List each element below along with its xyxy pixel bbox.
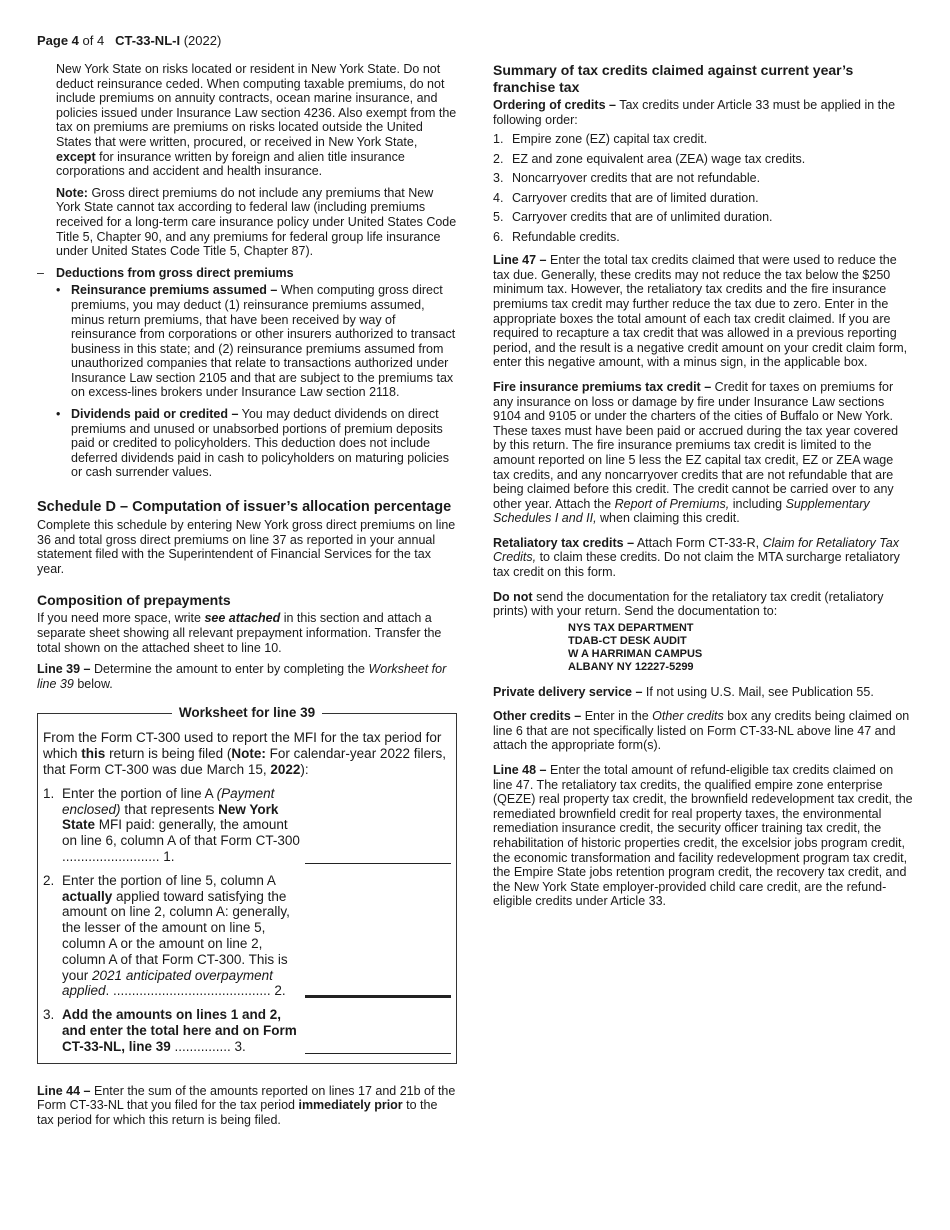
prepayments-heading: Composition of prepayments: [37, 592, 231, 609]
form-number: CT-33-NL-I: [115, 33, 181, 48]
list-item: 6. Refundable credits.: [493, 229, 620, 244]
bullet-icon: •: [56, 283, 61, 298]
left-column: [37, 62, 457, 1134]
line-44-text: Line 44 – Enter the sum of the amounts reported on lines 17 and 21b of the Form CT-33-NL that you filed for the tax period immediately prior to the tax period for which this return is being filed.: [37, 1083, 456, 1127]
summary-heading: Summary of tax credits claimed against current year’s franchise tax: [493, 62, 854, 95]
line-47-text: Line 47 – Enter the total tax credits claimed that were used to reduce the tax due. Generally, these credits may not reduce the tax below the $250 minimum tax. However, the retaliatory tax credits and the fire insurance premiums tax credit may further reduce the tax due to zero. Enter in the appropriate boxes the total amount of each tax credit claimed. If you are required to recapture a tax credit that was allowed in a previous reporting period, and the result is a negative credit amount on your credit claim form, enter this negative amount, with a minus sign, in the applicable box.: [493, 253, 908, 370]
page-of: of 4: [82, 33, 105, 48]
schedule-d-text: Complete this schedule by entering New York gross direct premiums on line 36 and total gross direct premiums on line 37 as reported in your annual statement filed with the Superintendent of Financial Services for the tax year.: [37, 518, 456, 576]
prepayments-text: If you need more space, write see attached in this section and attach a separate sheet showing all relevant prepayment information. Transfer the total shown on the attached sheet to line 10.: [37, 611, 442, 655]
premiums-continuation: New York State on risks located or resident in New York State. Do not deduct reinsurance ceded. When computing taxable premiums, do not include premiums on annuity contracts, ocean marine insurance, and policies issued under Insurance Law section 4236. Also exempt from the tax on premiums are premiums on risks located outside the United States that were written, procured, or received in New York State, except for insurance written by foreign and alien title insurance corporations and accident and health insurance.: [56, 62, 457, 179]
do-not-text: Do not send the documentation for the retaliatory tax credit (retaliatory prints) with your return. Send the documentation to:: [493, 589, 884, 619]
dash-marker: –: [37, 265, 44, 280]
entry-line-1[interactable]: [305, 863, 451, 864]
ordering-list: [493, 130, 913, 247]
line-48-text: Line 48 – Enter the total amount of refund-eligible tax credits claimed on line 47. The retaliatory tax credits, the qualified empire zone enterprise (QEZE) real property tax credit, the brownfield redevelopment tax credit, the remediated brownfield credit for real property taxes, the environmental remediation insurance credit, the security officer training tax credit, the rehabilitation of historic properties credit, the excelsior jobs program credit, the economic transformation and facility redevelopment program tax credit, the Empire State jobs retention program credit, the recovery tax credit, and the New York State employer-provided child care credit, are the refund-eligible credits under Article 33.: [493, 763, 913, 909]
bullet-dividends: • Dividends paid or credited – You may deduct dividends on direct premiums and unused or unabsorbed portions of premium deposits paid or credited to policyholders. This deduction does not include deferred dividends paid in cash to policyholders on maturing policies or cash surrender values.: [56, 407, 449, 480]
federal-note: Note: Gross direct premiums do not include any premiums that New York State cannot tax according to federal law (including premiums received for a long-term care insurance policy under United States Code Title 5, Chapter 90, and any premiums for federal group life insurance under United States Code Title 5, Chapter 87).: [56, 185, 457, 259]
retaliatory-text: Retaliatory tax credits – Attach Form CT-33-R, Claim for Retaliatory Tax Credits, to claim these credits. Do not claim the MTA surcharge retaliatory tax credit on this form.: [493, 535, 900, 580]
mailing-address: NYS TAX DEPARTMENT TDAB-CT DESK AUDIT W A HARRIMAN CAMPUS ALBANY NY 12227-5299: [568, 621, 703, 674]
fire-credit-text: Fire insurance premiums tax credit – Credit for taxes on premiums for any insurance on loss or damage by fire under Insurance Law sections 9104 and 9105 or under the charters of the cities of Buffalo or New York. These taxes must have been paid or accrued during the tax year covered by this return. The fire insurance premiums tax credit is limited to the amount reported on line 5 less the EZ capital tax credit, EZ or ZEA wage tax credits, and any noncarryover credits that are not refundable that are being claimed before this credit. The credit cannot be carried over to any other year. Attach the Report of Premiums, including Supplementary Schedules I and II, when claiming this credit.: [493, 379, 899, 526]
list-item: 3. Noncarryover credits that are not refundable.: [493, 171, 761, 186]
private-delivery-text: Private delivery service – If not using U.S. Mail, see Publication 55.: [493, 684, 874, 699]
line-39-text: Line 39 – Determine the amount to enter by completing the Worksheet for line 39 below.: [37, 662, 447, 691]
list-item: 4. Carryover credits that are of limited duration.: [493, 190, 759, 205]
worksheet-item-1: 1. Enter the portion of line A (Payment enclosed) that represents New York State MFI paid: generally, the amount on line 6, column A of that Form CT-300 .......................... 1.: [43, 786, 450, 865]
list-item: 2. EZ and zone equivalent area (ZEA) wage tax credits.: [493, 151, 806, 166]
schedule-d-heading: Schedule D – Computation of issuer’s allocation percentage: [37, 499, 452, 516]
worksheet-line-39: [37, 705, 457, 1063]
worksheet-item-2: 2. Enter the portion of line 5, column A actually applied toward satisfying the amount on line 2, column A: generally, the lesser of the amount on line 5, column A or the amount on line 2, column A of that Form CT-300. This is your 2021 anticipated overpayment applied. .......................................... 2.: [43, 873, 450, 999]
page-number: Page 4: [37, 33, 79, 48]
bullet-icon: •: [56, 407, 61, 422]
entry-line-3[interactable]: [305, 1053, 451, 1054]
worksheet-intro: From the Form CT-300 used to report the MFI for the tax period for which this return is being filed (Note: For calendar-year 2022 filers, that Form CT-300 was due March 15, 2022):: [43, 730, 446, 777]
list-item: 1. Empire zone (EZ) capital tax credit.: [493, 132, 708, 147]
worksheet-item-3: 3. Add the amounts on lines 1 and 2, and enter the total here and on Form CT-33-NL, line 39 ............... 3.: [43, 1007, 450, 1054]
other-credits-text: Other credits – Enter in the Other credits box any credits being claimed on line 6 that are not specifically listed on Form CT-33-NL above line 47 and attach the appropriate form(s).: [493, 709, 910, 753]
worksheet-title: Worksheet for line 39: [172, 705, 322, 720]
entry-line-2[interactable]: [305, 995, 451, 998]
bullet-reinsurance: • Reinsurance premiums assumed – When computing gross direct premiums, you may deduct (1) reinsurance premiums assumed, minus return premiums, that have been received by way of reinsurance from corporations or other insurers authorized to transact business in this state; and (2) reinsurance premiums assumed from unauthorized companies that relate to transactions authorized under Insurance Law section 2105 and that are subject to the premiums tax on excess-lines brokers under Insurance Law section 2118.: [56, 283, 456, 400]
right-column: [493, 62, 913, 916]
page-header: [37, 34, 221, 49]
list-item: 5. Carryover credits that are of unlimited duration.: [493, 210, 773, 225]
deductions-heading: – Deductions from gross direct premiums: [37, 265, 294, 280]
form-year: (2022): [183, 33, 222, 48]
ordering-text: Ordering of credits – Tax credits under Article 33 must be applied in the following order:: [493, 98, 896, 127]
